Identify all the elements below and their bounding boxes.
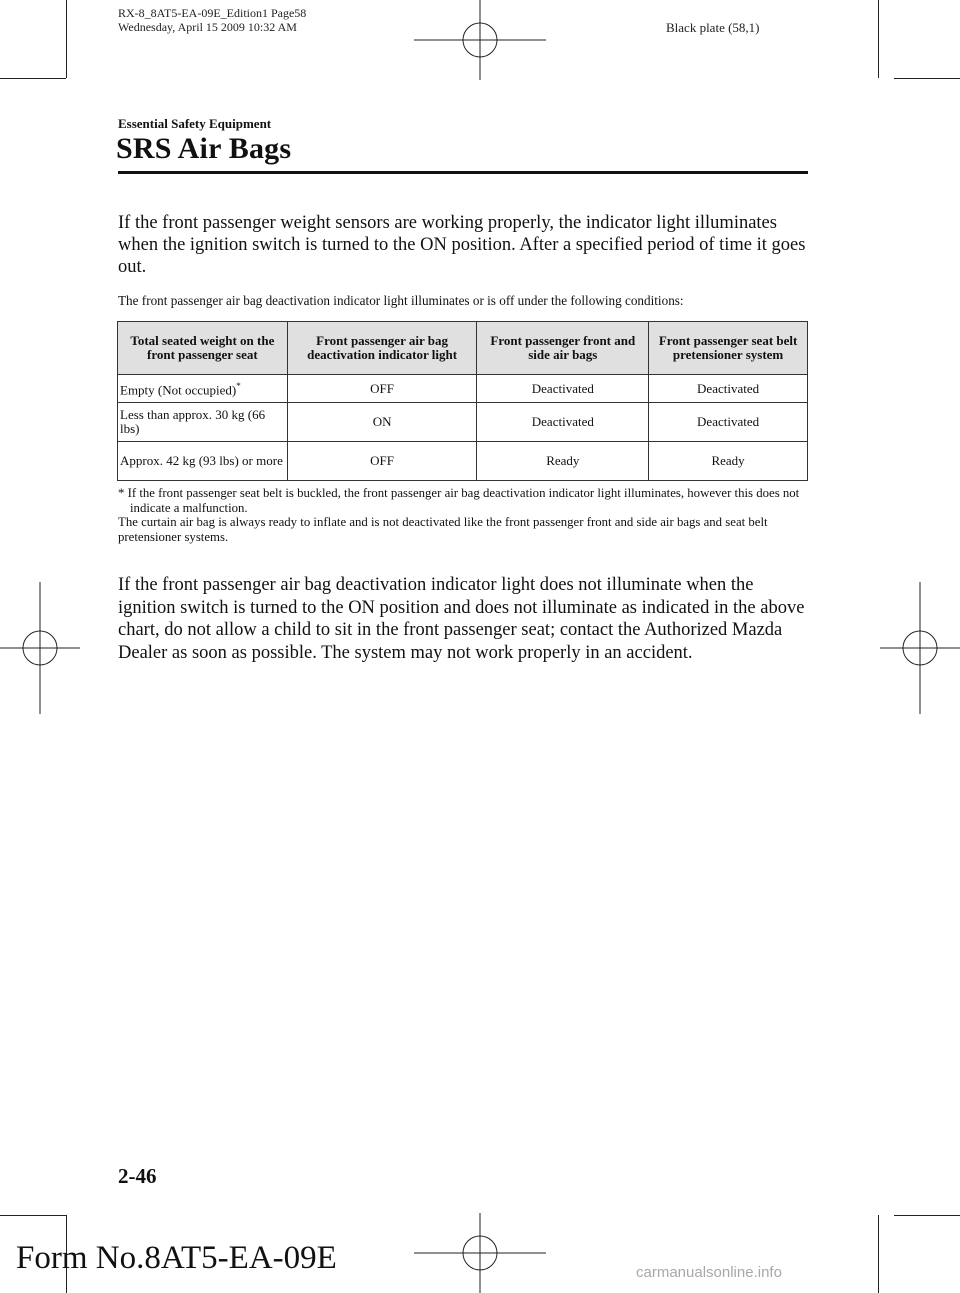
table-row [118,403,808,442]
page-title: SRS Air Bags [116,132,292,165]
header-air-bags: Front passenger front and side air bags [477,322,649,375]
form-number: Form No.8AT5-EA-09E [16,1240,337,1276]
cell-bags: Ready [477,442,649,481]
header-pretensioner: Front passenger seat belt pretensioner system [649,322,808,375]
registration-mark-right [880,582,960,714]
watermark: carmanualsonline.info [636,1264,782,1281]
cell-bags: Deactivated [477,403,649,442]
cell-light: OFF [287,442,477,481]
table-row [118,375,808,403]
footnote-curtain: The curtain air bag is always ready to inflate and is not deactivated like the front passenger front and side air bags and seat belt pretensioner systems. [118,515,768,544]
cell-light: OFF [287,375,477,403]
cell-weight: Approx. 42 kg (93 lbs) or more [118,442,288,481]
closing-paragraph: If the front passenger air bag deactivation indicator light does not illuminate when the ignition switch is turned to the ON position and does not illuminate as indicated in the above chart, do not allow a child to sit in the front passenger seat; contact the Authorized Mazda Dealer as soon as possible. The system may not work properly in an accident. [118,575,805,663]
table-header-row [118,322,808,375]
registration-mark-left [0,582,80,714]
cell-pretensioner: Deactivated [649,403,808,442]
cell-weight: Less than approx. 30 kg (66 lbs) [118,403,288,442]
footnote-mark: * [236,381,241,392]
registration-mark-top [414,0,546,80]
cell-pretensioner: Deactivated [649,375,808,403]
conditions-table [117,321,808,481]
intro-paragraph: If the front passenger weight sensors are working properly, the indicator light illuminates when the ignition switch is turned to the ON position. After a specified period of time it goes out. [118,213,806,277]
page-number: 2-46 [118,1164,157,1188]
table-row [118,442,808,481]
cell-weight: Empty (Not occupied)* [118,375,288,403]
conditions-note: The front passenger air bag deactivation indicator light illuminates or is off under the following conditions: [118,293,684,308]
plate-label: Black plate (58,1) [666,20,760,35]
footnote-star: * If the front passenger seat belt is buckled, the front passenger air bag deactivation indicator light illuminates, however this does not indicate a malfunction. [118,486,800,515]
print-meta-line1: RX-8_8AT5-EA-09E_Edition1 Page58 [118,6,307,20]
header-weight: Total seated weight on the front passenger seat [118,322,288,375]
cell-pretensioner: Ready [649,442,808,481]
print-meta-line2: Wednesday, April 15 2009 10:32 AM [118,20,297,34]
registration-mark-bottom [414,1213,546,1293]
print-metadata [118,6,306,34]
cell-light: ON [287,403,477,442]
header-indicator-light: Front passenger air bag deactivation indicator light [287,322,477,375]
cell-bags: Deactivated [477,375,649,403]
section-label: Essential Safety Equipment [118,116,272,131]
title-rule [118,171,808,174]
table-footnotes [118,486,808,544]
